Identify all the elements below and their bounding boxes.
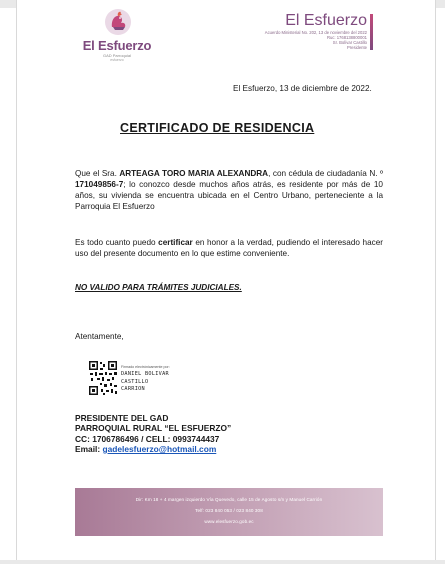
para1-text-3: ; lo conozco desde muchos años atrás, es residente por más de 10 años, su vivienda se encuentra ubicada en el Centro Urbano, perteneciente a la Parroquia El Esfuerzo <box>75 180 383 211</box>
certificate-paragraph <box>75 168 383 212</box>
signature-name <box>121 371 169 394</box>
letterhead-title: El Esfuerzo <box>285 12 367 29</box>
logo-subtitle-2: esfuerzo <box>110 58 124 62</box>
footer-phone: Telf: 023 840 053 / 023 840 308 <box>195 508 263 513</box>
signature-name-line: CASTILLO <box>121 378 149 385</box>
letterhead-line: Sr. Bolívar Castillo <box>332 40 367 45</box>
closing-paragraph <box>75 237 383 259</box>
para2-text-1: Es todo cuanto puedo <box>75 238 159 247</box>
para2-bold: certificar <box>158 238 193 247</box>
signer-block <box>75 413 231 454</box>
signer-institution: PARROQUIAL RURAL “EL ESFUERZO” <box>75 423 232 434</box>
letterhead-line: Ruc: 1768138800001 <box>326 35 367 40</box>
para1-text-1: Que el Sra. <box>75 169 120 178</box>
logo-name: El Esfuerzo <box>82 38 152 53</box>
document-date: El Esfuerzo, 13 de diciembre de 2022. <box>233 84 372 93</box>
email-link[interactable]: gadelesfuerzo@hotmail.com <box>102 443 217 454</box>
para1-text-2: , con cédula de ciudadanía N. º <box>268 169 383 178</box>
letterhead-block <box>242 12 367 62</box>
document-title: CERTIFICADO DE RESIDENCIA <box>120 121 315 135</box>
letterhead-accent-bar <box>370 14 373 50</box>
rooster-logo-icon <box>103 7 133 37</box>
footer-address: Dir: Km 18 + 4 margen izquierdo Vía Quevedo, calle 15 de Agosto s/n y Manuel Carrión <box>135 497 323 502</box>
email-label: Email: <box>75 443 103 454</box>
signature-name-line: DANIEL BOLIVAR <box>121 371 169 377</box>
greeting: Atentamente, <box>75 332 124 341</box>
letterhead-line: Acuerdo Ministerial No. 202, 13 de noviembre del 2022 <box>264 30 367 35</box>
signature-caption: Firmado electrónicamente por: <box>121 365 170 369</box>
validity-note: NO VALIDO PARA TRÁMITES JUDICIALES. <box>75 283 242 292</box>
signature-name-line: CARRION <box>121 386 145 392</box>
qr-code-icon <box>88 360 118 396</box>
footer-band <box>75 488 383 536</box>
document-page <box>16 0 436 560</box>
letterhead-line: Presidente <box>346 45 367 50</box>
resident-name: ARTEAGA TORO MARIA ALEXANDRA <box>119 169 269 178</box>
resident-id: 171049856-7 <box>75 180 124 189</box>
para2-text-2: en honor a la verdad, pudiendo el interesado hacer uso del presente documento en lo que estime conveniente. <box>75 238 383 258</box>
signer-contact: CC: 1706786496 / CELL: 0993744437 <box>75 433 220 444</box>
gad-logo <box>77 7 157 65</box>
footer-website: www.elesfuerzo.gob.ec <box>204 519 254 524</box>
signer-email-line <box>75 444 231 454</box>
viewer-bottom-strip <box>0 560 445 564</box>
signer-position: PRESIDENTE DEL GAD <box>75 413 169 423</box>
logo-subtitle: GAD Parroquial <box>102 53 131 58</box>
